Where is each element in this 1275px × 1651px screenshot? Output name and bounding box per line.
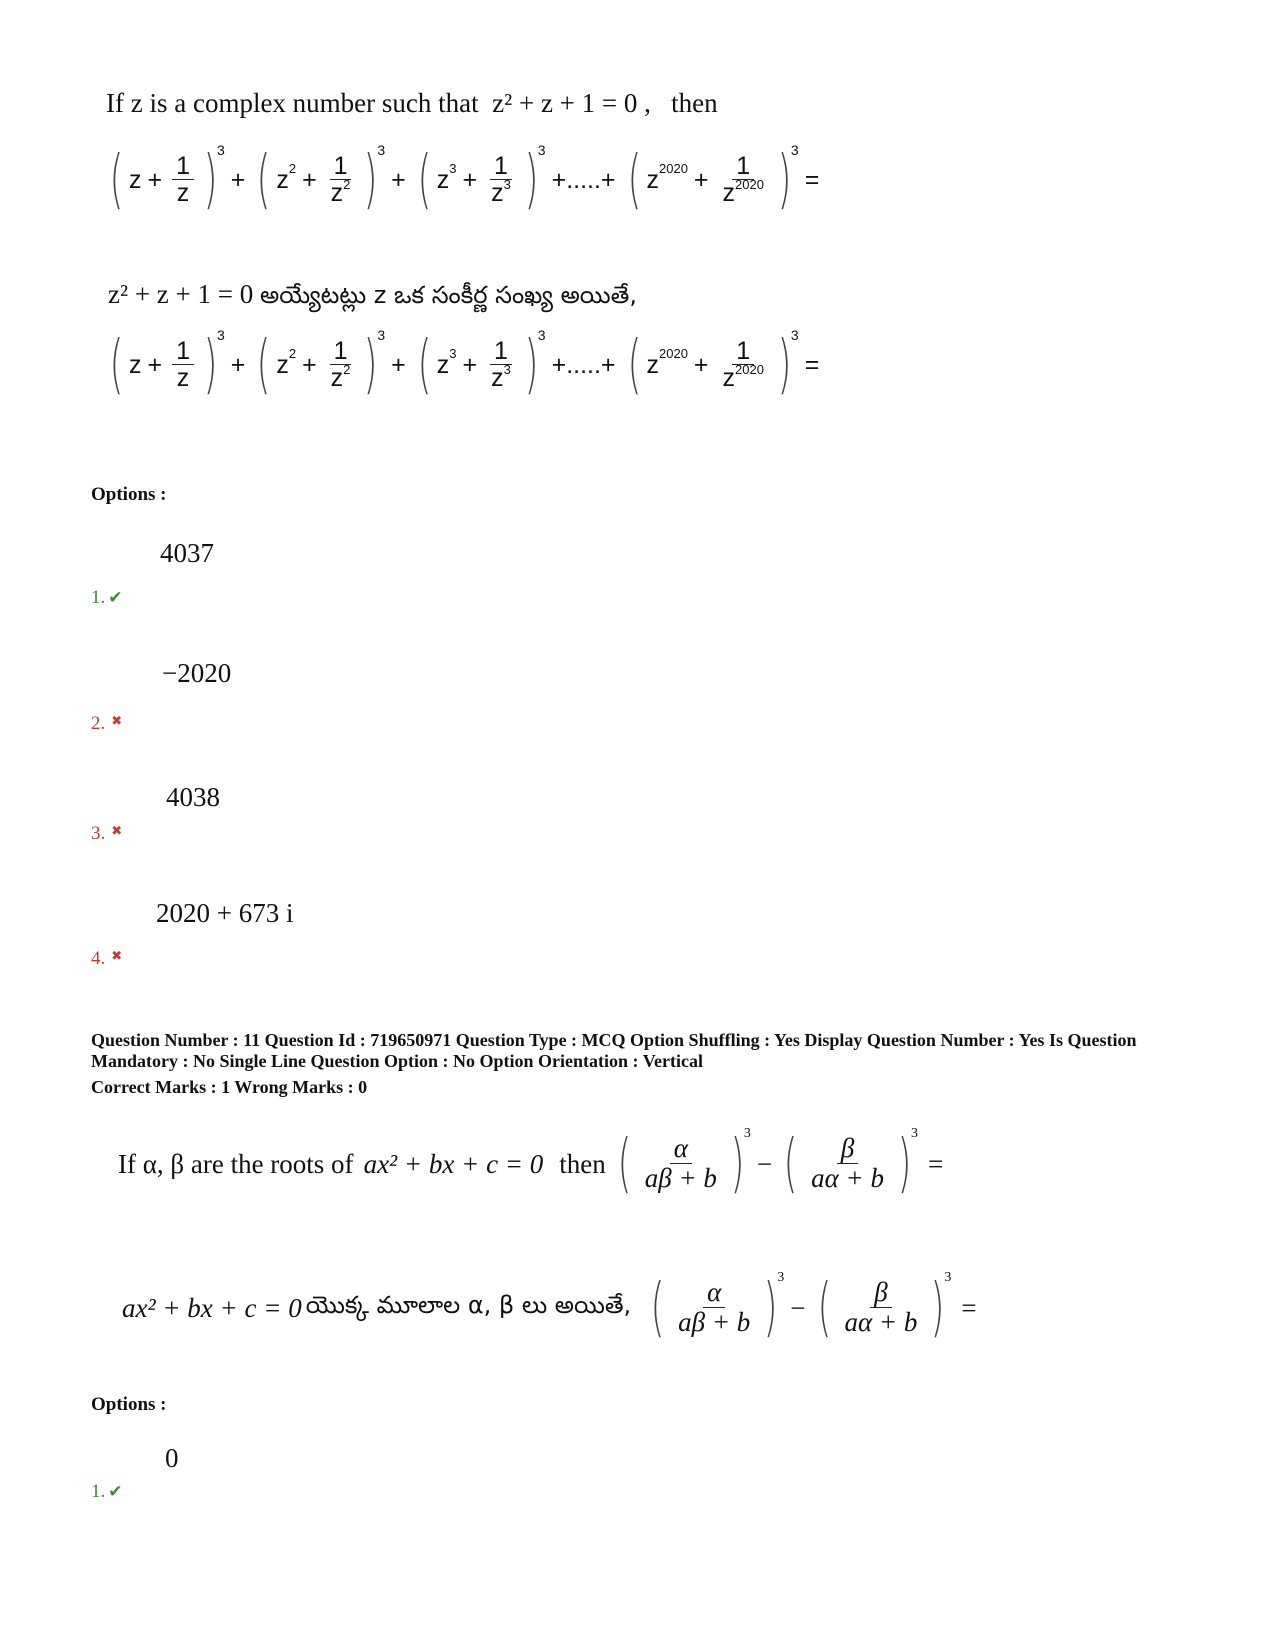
q10-condition: z² + z + 1 = 0 ,: [492, 88, 651, 118]
q10-option-2-value[interactable]: −2020: [162, 658, 232, 688]
q11-english-text: If α, β are the roots of: [118, 1148, 354, 1179]
cross-icon: ✖: [111, 714, 123, 729]
q10-option-1-value[interactable]: 4037: [160, 538, 214, 568]
q11-equation: ax² + bx + c = 0: [363, 1148, 544, 1179]
q10-english-text: If z is a complex number such that: [106, 88, 479, 118]
cross-icon: ✖: [111, 824, 123, 839]
q10-option-1-number: 1. ✔: [91, 587, 123, 608]
cross-icon: ✖: [111, 949, 123, 964]
q11-telugu-text: యొక్క మూలాల α, β లు అయితే,: [305, 1291, 632, 1319]
q10-telugu-text: అయ్యేటట్లు z ఒక సంకీర్ణ సంఖ్య అయితే,: [260, 281, 637, 309]
q10-option-3-value[interactable]: 4038: [166, 782, 220, 812]
q10-expression-2: ( z + $\frac{1}{z}$ ) 3 + ( z 2 + $\frac{1}{z^2}$ ) 3 + ( z 3 + $\frac{1}{z^3}$ ) 3 +.....+ ( z 2020 + $\frac{1}{z^{2020}}$ ) 3 =: [109, 327, 820, 402]
q10-telugu-line: [108, 279, 637, 315]
q11-meta: Question Number : 11 Question Id : 719650971 Question Type : MCQ Option Shuffling : Yes Display Question Number : Yes Is Question Mandatory : No Single Line Question Option : No Option Orientation : Vertical: [91, 1030, 1137, 1071]
q10-option-3-number: 3. ✖: [91, 823, 123, 844]
q10-option-4-value[interactable]: 2020 + 673 i: [156, 898, 294, 928]
q10-then: then: [671, 88, 718, 118]
q11-telugu-line: ax² + bx + c = 0 యొక్క మూలాల α, β లు అయితే, ( $\frac{\alpha}{a\beta + b}$ ) 3 − ( $\frac{\beta}{a\alpha + b}$ ) 3 =: [122, 1270, 977, 1345]
q10-option-4-number: 4. ✖: [91, 948, 123, 969]
q10-english-line: [106, 88, 718, 119]
q11-options-label: Options :: [91, 1394, 167, 1415]
q11-english-line: If α, β are the roots of ax² + bx + c = 0 then ( $\frac{\alpha}{a\beta + b}$ ) 3 − ( $\frac{\beta}{a\alpha + b}$ ) 3 =: [118, 1126, 944, 1201]
q10-options-label: Options :: [91, 484, 167, 505]
q10-expression-1: ( z + $\frac{1}{z}$ ) 3 + ( z 2 + $\frac{1}{z^2}$ ) 3 + ( z 3 + $\frac{1}{z^3}$ ) 3 +.....+ ( z 2020 + $\frac{1}{z^{2020}}$ ) 3 =: [109, 142, 820, 217]
check-icon: ✔: [108, 588, 123, 608]
q11-telugu-equation: ax² + bx + c = 0: [122, 1292, 302, 1323]
q11-then: then: [559, 1148, 606, 1179]
q11-option-1-number: 1. ✔: [91, 1481, 123, 1502]
q10-option-2-number: 2. ✖: [91, 713, 123, 734]
q11-option-1-value[interactable]: 0: [165, 1443, 179, 1473]
check-icon: ✔: [108, 1482, 123, 1502]
q10-telugu-condition: z² + z + 1 = 0: [108, 279, 254, 309]
q11-marks: Correct Marks : 1 Wrong Marks : 0: [91, 1077, 368, 1097]
